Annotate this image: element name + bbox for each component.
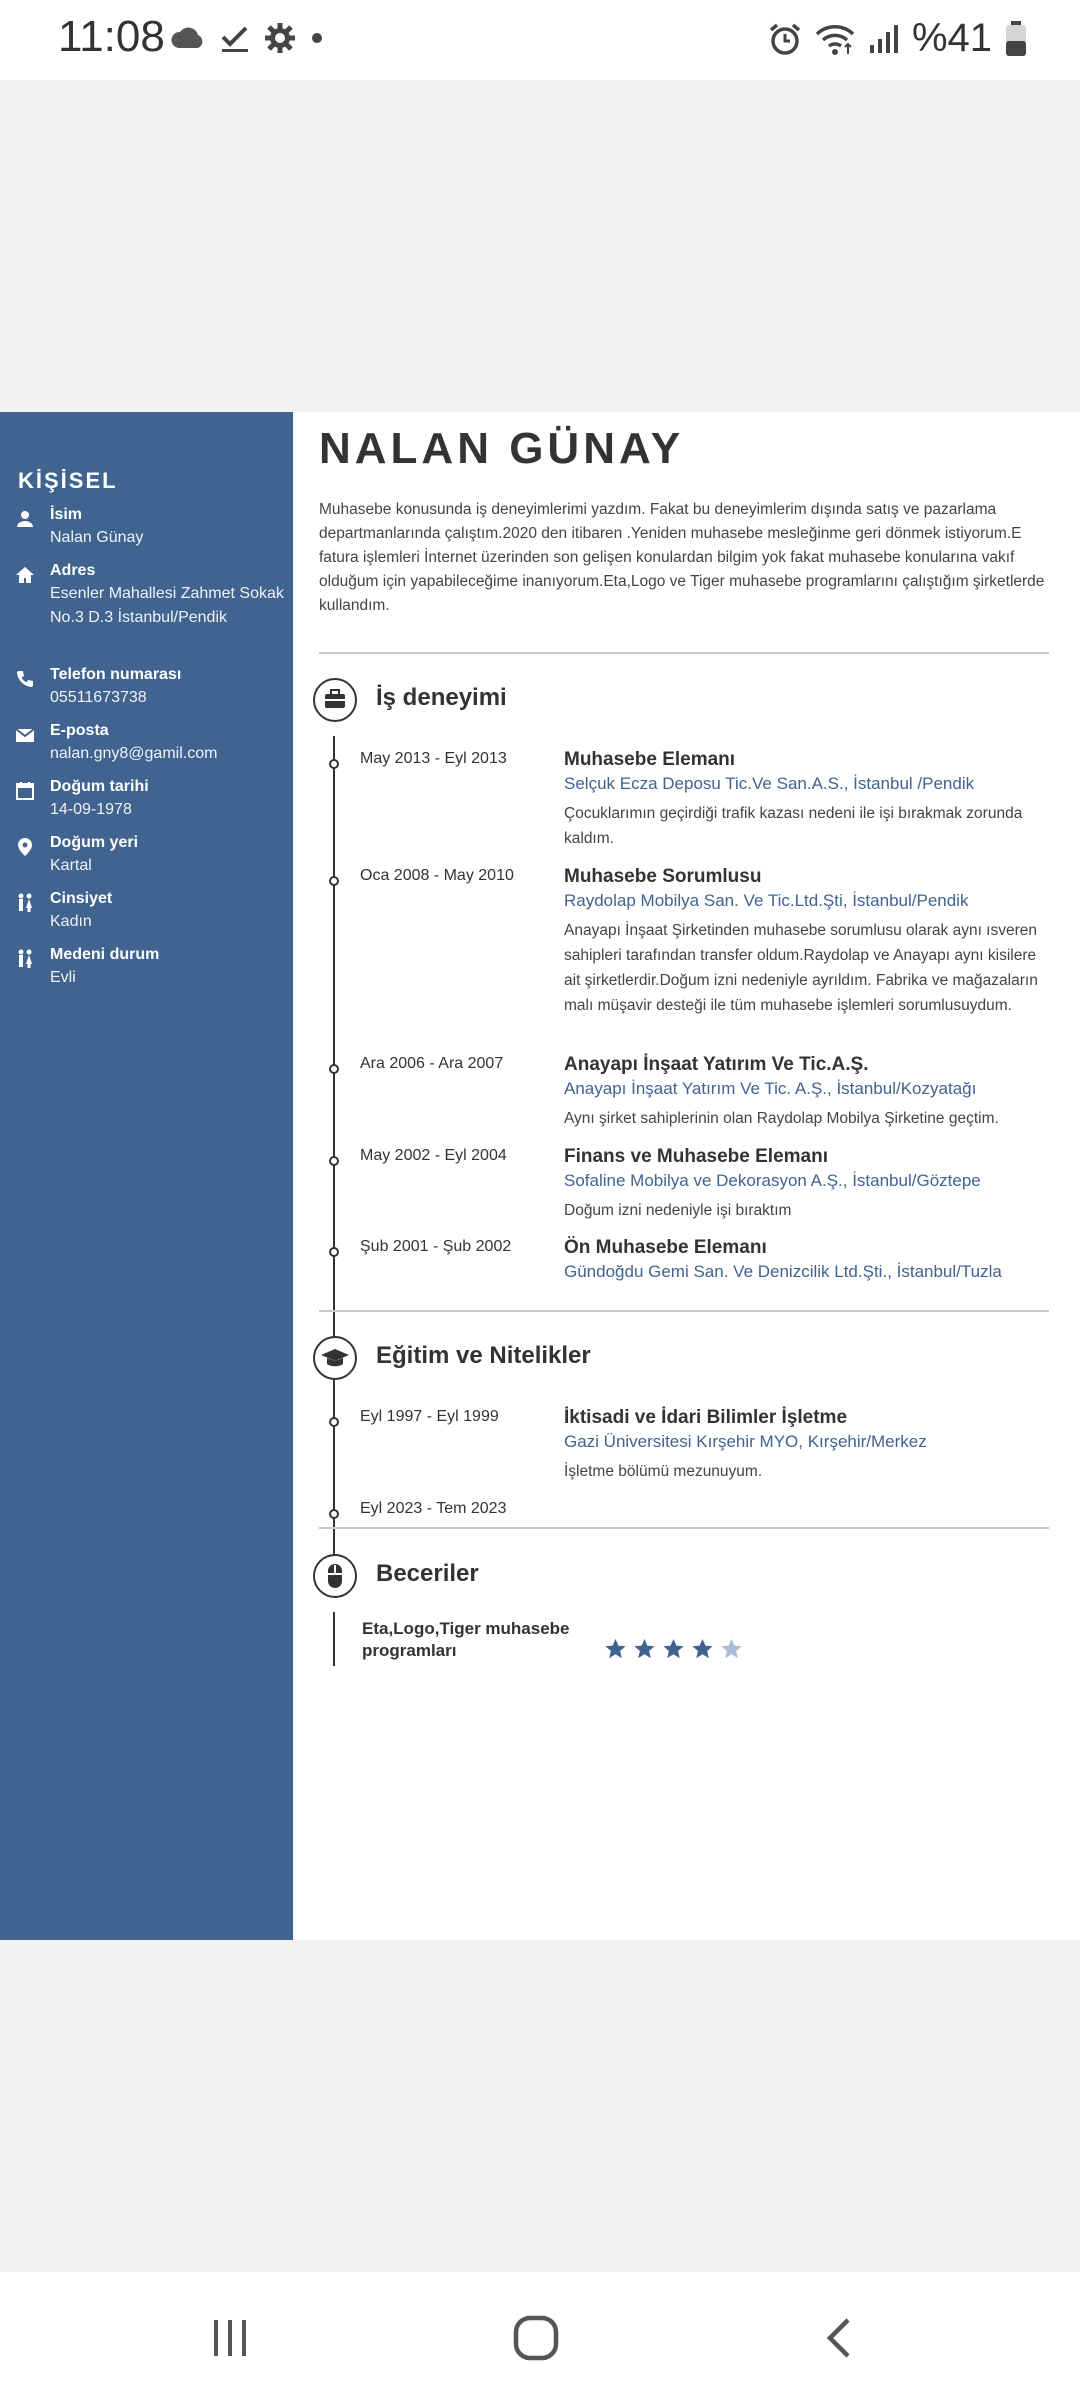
personal-item-birthdate <box>14 776 284 822</box>
battery-icon <box>1004 21 1028 57</box>
education-dates: Eyl 2023 - Tem 2023 <box>360 1500 507 1517</box>
personal-item-address <box>14 560 284 630</box>
status-icons-right <box>768 16 1028 61</box>
timeline-dot <box>329 1509 339 1519</box>
job-dates: Oca 2008 - May 2010 <box>360 867 514 884</box>
star-icon <box>662 1637 685 1660</box>
back-button[interactable] <box>818 2316 862 2360</box>
job-entry <box>564 1145 1054 1223</box>
job-company: Sofaline Mobilya ve Dekorasyon A.Ş., İstanbul/Göztepe <box>564 1171 981 1190</box>
people-icon <box>14 948 36 970</box>
mouse-icon <box>313 1554 357 1598</box>
personal-value: 14-09-1978 <box>50 801 132 818</box>
people-icon <box>14 892 36 914</box>
personal-label: E-posta <box>50 722 109 739</box>
star-icon <box>691 1637 714 1660</box>
alarm-icon <box>768 22 802 56</box>
status-bar <box>0 0 1080 80</box>
divider <box>319 1310 1049 1312</box>
personal-item-name <box>14 504 284 550</box>
status-time: 11:08 <box>58 12 165 61</box>
job-entry <box>564 1236 1054 1283</box>
signal-icon <box>868 23 900 55</box>
personal-item-phone <box>14 664 284 710</box>
education-dates: Eyl 1997 - Eyl 1999 <box>360 1408 499 1425</box>
battery-percent: %41 <box>911 16 992 60</box>
education-description: İşletme bölümü mezunuyum. <box>564 1463 763 1480</box>
experience-section-title: İş deneyimi <box>376 684 507 711</box>
personal-label: İsim <box>50 506 83 523</box>
job-dates: May 2002 - Eyl 2004 <box>360 1147 507 1164</box>
divider <box>319 1527 1049 1529</box>
job-dates: May 2013 - Eyl 2013 <box>360 750 507 767</box>
recent-apps-button[interactable] <box>208 2316 252 2360</box>
personal-value: Nalan Günay <box>50 529 144 546</box>
location-pin-icon <box>14 836 36 858</box>
education-section-title: Eğitim ve Nitelikler <box>376 1342 591 1369</box>
personal-item-gender <box>14 888 284 934</box>
job-company: Selçuk Ecza Deposu Tic.Ve San.A.S., İstanbul /Pendik <box>564 774 975 793</box>
skill-rating <box>604 1637 743 1660</box>
resume-name: NALAN GÜNAY <box>319 424 685 473</box>
phone-icon <box>14 668 36 690</box>
skills-timeline <box>333 1612 335 1666</box>
job-title: Muhasebe Elemanı <box>564 749 736 770</box>
person-icon <box>14 508 36 530</box>
timeline-dot <box>329 1247 339 1257</box>
briefcase-icon <box>313 678 357 722</box>
personal-value: Evli <box>50 969 76 986</box>
skill-name: Eta,Logo,Tiger muhasebe programları <box>362 1619 570 1660</box>
resume-document <box>0 412 1080 1940</box>
resume-summary: Muhasebe konusunda iş deneyimlerimi yazdım. Fakat bu deneyimlerim dışında satış ve pazarlama departmanlarında çalıştım.2020 den itibaren .Yeniden muhasebe mesleğinme geri dönmek istiyorum.E fatura işlemleri İnternet üzerinden son gelişen konulardan bilgim yok fakat muhasebe konularına vakıf olduğum için yapabileceğime inanıyorum.Eta,Logo ve Tiger muhasebe programlarını çalıştığım şirketlerde kullandım. <box>319 501 1045 614</box>
navigation-bar <box>0 2272 1080 2400</box>
wifi-icon <box>814 22 856 56</box>
personal-value: 05511673738 <box>50 689 147 706</box>
personal-label: Cinsiyet <box>50 890 113 907</box>
education-degree: İktisadi ve İdari Bilimler İşletme <box>564 1407 848 1428</box>
job-description: Aynı şirket sahiplerinin olan Raydolap Mobilya Şirketine geçtim. <box>564 1110 999 1127</box>
job-title: Anayapı İnşaat Yatırım Ve Tic.A.Ş. <box>564 1054 869 1075</box>
personal-label: Telefon numarası <box>50 666 182 683</box>
status-icons-left <box>170 22 324 54</box>
personal-label: Doğum tarihi <box>50 778 149 795</box>
cloud-icon <box>170 26 206 50</box>
star-icon <box>604 1637 627 1660</box>
timeline-dot <box>329 1156 339 1166</box>
education-entry <box>564 1406 1054 1484</box>
star-icon <box>633 1637 656 1660</box>
check-icon <box>220 23 250 53</box>
personal-value: nalan.gny8@gamil.com <box>50 745 218 762</box>
personal-value: Esenler Mahallesi Zahmet Sokak No.3 D.3 İstanbul/Pendik <box>50 585 284 626</box>
personal-item-marital <box>14 944 284 990</box>
divider <box>319 652 1049 654</box>
education-timeline <box>333 1394 335 1502</box>
job-title: Ön Muhasebe Elemanı <box>564 1237 767 1258</box>
personal-item-email <box>14 720 284 766</box>
mail-icon <box>14 724 36 746</box>
job-dates: Ara 2006 - Ara 2007 <box>360 1055 504 1072</box>
job-title: Finans ve Muhasebe Elemanı <box>564 1146 828 1167</box>
personal-label: Adres <box>50 562 96 579</box>
timeline-dot <box>329 1064 339 1074</box>
job-title: Muhasebe Sorumlusu <box>564 866 762 887</box>
job-company: Anayapı İnşaat Yatırım Ve Tic. A.Ş., İstanbul/Kozyatağı <box>564 1079 977 1098</box>
job-description: Çocuklarımın geçirdiği trafik kazası nedeni ile işi bırakmak zorunda kaldım. <box>564 805 1023 847</box>
job-entry <box>564 748 1054 851</box>
job-dates: Şub 2001 - Şub 2002 <box>360 1238 512 1255</box>
job-company: Raydolap Mobilya San. Ve Tic.Ltd.Şti, İstanbul/Pendik <box>564 891 969 910</box>
timeline-dot <box>329 876 339 886</box>
job-entry <box>564 1053 1054 1131</box>
education-school: Gazi Üniversitesi Kırşehir MYO, Kırşehir/Merkez <box>564 1432 927 1451</box>
personal-sidebar <box>0 412 293 1940</box>
job-entry <box>564 865 1054 1018</box>
personal-label: Medeni durum <box>50 946 160 963</box>
resume-main <box>293 412 1080 1940</box>
graduation-cap-icon <box>313 1336 357 1380</box>
personal-value: Kadın <box>50 913 92 930</box>
personal-value: Kartal <box>50 857 92 874</box>
timeline-dot <box>329 1417 339 1427</box>
star-icon-empty <box>720 1637 743 1660</box>
job-description: Doğum izni nedeniyle işi bıraktım <box>564 1202 792 1219</box>
home-button[interactable] <box>512 2314 560 2362</box>
home-icon <box>14 564 36 586</box>
personal-label: Doğum yeri <box>50 834 139 851</box>
job-company: Gündoğdu Gemi San. Ve Denizcilik Ltd.Şti., İstanbul/Tuzla <box>564 1262 1002 1281</box>
calendar-icon <box>14 780 36 802</box>
gear-icon <box>264 22 296 54</box>
personal-item-birthplace <box>14 832 284 878</box>
skills-section-title: Beceriler <box>376 1560 479 1587</box>
job-description: Anayapı İnşaat Şirketinden muhasebe sorumlusu olarak aynı ısveren sahipleri tarafından transfer oldum.Raydolap ve Anayapı aynı kisilere ait şirketlerdir.Doğum izni nedeniyle ayrıldım. Fabrika ve mağazaların malı müşavir desteği ile tüm muhasebe işlemleri sorumlusuydum. <box>564 922 1038 1014</box>
dot-icon <box>310 31 324 45</box>
personal-section-title: KİŞİSEL <box>18 468 118 493</box>
timeline-dot <box>329 759 339 769</box>
